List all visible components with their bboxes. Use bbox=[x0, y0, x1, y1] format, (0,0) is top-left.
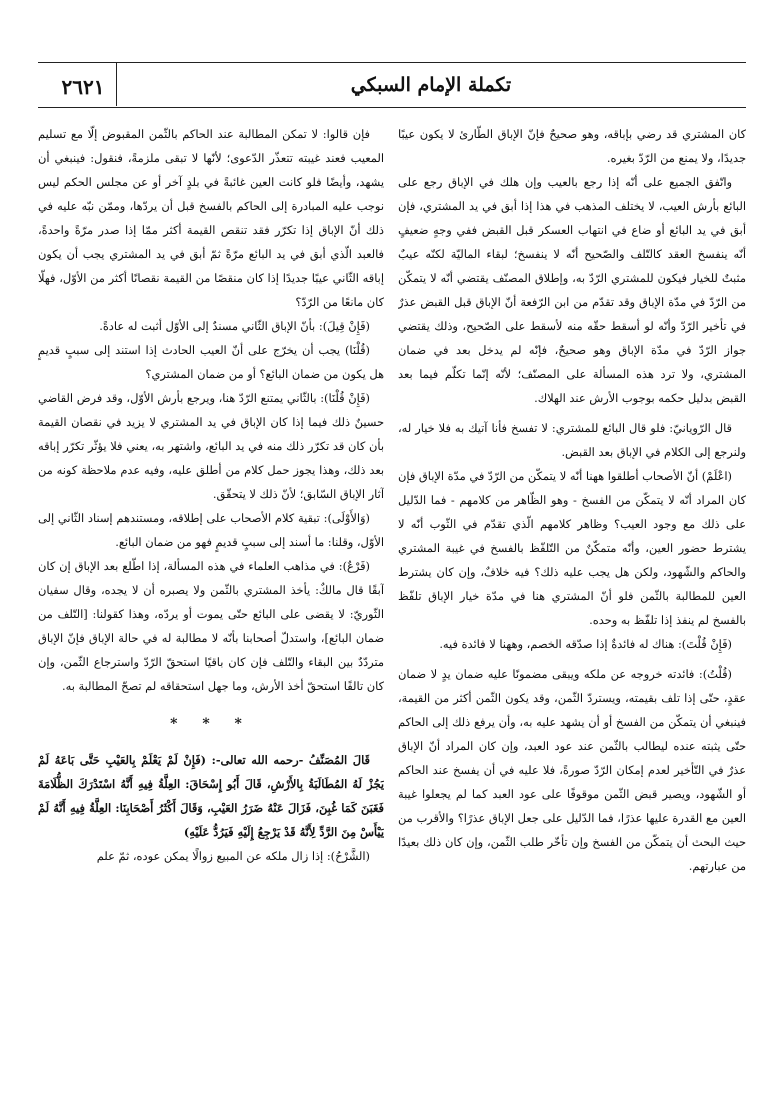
paragraph: (قُلْنَا) يجب أن يخرّج على أنّ العيب الحادث إذا استند إلى سببٍ قديمٍ هل يكون من ضمان البائع؟ أو من ضمان المشتري؟ bbox=[38, 343, 384, 381]
matn-quote: قَالَ المُصَنِّفُ -رحمه الله تعالى-: (فَإِنْ لَمْ يَعْلَمْ بِالعَيْبِ حَتَّى بَاعَهُ لَمْ يَجُزْ لَهُ المُطَالَبَةُ بِالأَرْشِ، قَالَ أَبُو إِسْحَاقَ: العِلَّةُ فِيهِ أَنَّهُ اسْتَدْرَكَ الظُّلَامَةَ فَغَبَنَ كَمَا غُبِنَ، فَزَالَ عَنْهُ ضَرَرُ العَيْبِ، وَقَالَ أَكْثَرُ أَصْحَابِنَا: العِلَّةُ فِيهِ أَنَّهُ لَمْ يَيْأَسْ مِنَ الرَّدِّ لِأَنَّهُ قَدْ يَرْجِعُ إِلَيْهِ فَيَرُدُّ عَلَيْهِ) bbox=[38, 753, 384, 839]
page-number: ٢٦٢١ bbox=[61, 75, 105, 99]
paragraph: (فَإِنْ قُلْنَا): بالثّاني يمتنع الرّدّ هنا، ويرجع بأرش الأوّل، وقد فرض القاضي حسينٌ ذلك فيما إذا كان الإباق في يد المشتري لا يزيد في نقصان القيمة بأن كان قد تكرّر ذلك منه في يد البائع، واشتهر به، يعني فلا يؤثّر تكرّر إباقه بعد ذلك، وهذا يجوز حمل كلام من أطلق عليه، وفيه عدم ملاحظة كونه من آثار الإباق السّابق؛ لأنّ ذلك لا يتحقّق. bbox=[38, 391, 384, 501]
commentary-paragraph: (الشَّرْحُ): إذا زال ملكه عن المبيع زوالًا يمكن عوده، ثمّ علم bbox=[96, 849, 370, 863]
paragraph: (فَرْعٌ): في مذاهب العلماء في هذه المسألة، إذا اطّلع بعد الإباق إن كان آبقًا قال مالكٌ: يأخذ المشتري بالثّمن ولا يصبره أن لا يجده، وقال سفيان الثّوريّ: لا يقضى على البائع حتّى يموت أو يردّه، وهذا كقولنا: [التّلف من ضمان البائع]، واستدلّ أصحابنا بأنّه لا مطالبة له في حالة الإباق فإنّ الإباق متردّدٌ بين البقاء والتّلف فإن كان باقيًا استحقّ الرّدّ واسترجاع الثّمن، وإن كان تالفًا استحقّ أخذ الأرش، وما جهل استحقاقه لم تصحّ المطالبة به. bbox=[38, 559, 384, 693]
paragraph: (فَإِنْ قُلْتَ): هناك له فائدةٌ إذا صدّقه الخصم، وههنا لا فائدة فيه. bbox=[439, 637, 732, 651]
right-column bbox=[398, 122, 746, 1082]
paragraph: (قُلْتُ): فائدته خروجه عن ملكه ويبقى مضمونًا عليه ضمان يدٍ لا ضمان عقدٍ، حتّى إذا تلف بقيمته، ويستردّ الثّمن، وقد يكون الثّمن أكثر من القيمة، فينبغي أن يتمكّن من الفسخ أو أن يشهد عليه به، وأن يرفع ذلك إلى الحاكم حتّى يثبته عنده ليطالب بالثّمن عند عود العبد، وإن كان المراد أنّ الإباق عذرٌ في التّأخير لعدم إمكان الرّدّ صورةً، فلا عليه في أن يفسخ عند الحاكم أو الشّهود، ويصير قبض الثّمن موقوفًا على عود العبد كما لم يجعلوا غيبة العين مع القدرة عليها عذرًا، فما الدّليل على جعل الإباق عذرًا؟ والأقرب من حيث البحث أن يتمكّن من الفسخ وإن تأخّر طلب الثّمن، وإن كان ذلك بعيدًا من عبارتهم. bbox=[398, 667, 746, 873]
paragraph: قال الرّويانيّ: فلو قال البائع للمشتري: لا تفسخ فأنا آتيك به فلا خيار له، ولنرجع إلى الكلام في الإباق بعد القبض. bbox=[398, 421, 746, 459]
running-title: تكملة الإمام السبكي bbox=[350, 74, 512, 96]
paragraph: فإن قالوا: لا تمكن المطالبة عند الحاكم بالثّمن المقبوض إلّا مع تسليم المعيب فعند غيبته تتعذّر الدّعوى؛ لأنّها لا تبقى ملزمةً، فنقول: فينبغي أن يشهد، وأيضًا فلو كانت العين غائبةً في بلدٍ آخر أو عن مجلس الحكم ليس نوجب عليه المبادرة إلى الحاكم بالفسخ قبل أن يردّها، وممّن نبّه عليه في ذلك أنّ الإباق إذا تكرّر فقد تنقص القيمة أكثر ممّا إذا صدر مرّةً واحدةً، فالعبد الّذي أبق في يد البائع مرّةً ثمّ أبق في يد المشتري يجب أن يكون إباقه الثّاني عيبًا جديدًا إذا كان منقصًا من القيمة نقصانًا أكثر من الأوّل، فهلّا كان مانعًا من الرّدّ؟ bbox=[38, 127, 384, 309]
section-separator: * * * bbox=[170, 716, 252, 732]
paragraph: كان المشتري قد رضي بإباقه، وهو صحيحٌ فإنّ الإباق الطّارئ لا يكون عيبًا جديدًا، ولا يمنع من الرّدّ بغيره. bbox=[398, 127, 746, 165]
paragraph: (وَالأَوْلَى): تبقية كلام الأصحاب على إطلاقه، ومستندهم إسناد الثّاني إلى الأوّل، وقلنا: ما أسند إلى سببٍ قديمٍ فهو من ضمان البائع. bbox=[38, 511, 384, 549]
paragraph: (اعْلَمْ) أنّ الأصحاب أطلقوا ههنا أنّه لا يتمكّن من الرّدّ في مدّة الإباق فإن كان المراد أنّه لا يتمكّن من الفسخ - وهو الظّاهر من كلامهم - فما الدّليل على ذلك مع وجود العيب؟ وظاهر كلامهم الّذي تقدّم في الثّوب أنّه لا يشترط حضور العين، وأنّه متمكّنٌ من التّلفّظ بالفسخ في غيبة المشتري والحاكم والشّهود، ولكن هل يجب عليه ذلك؟ فيه خلافٌ، وإن كان يشترط العين للمطالبة بالثّمن فلو أنّ المشتري هنا في مدّة خيار الإباق تلفّظ بالفسخ لم ينفذ إذا تلفّظ به وحده. bbox=[398, 469, 746, 627]
left-column bbox=[38, 122, 384, 1082]
paragraph: (فَإِنْ قِيلَ): بأنّ الإباق الثّاني مسندٌ إلى الأوّل أثبت له عادةً. bbox=[99, 319, 370, 333]
paragraph: واتّفق الجميع على أنّه إذا رجع بالعيب وإن هلك في الإباق رجع على البائع بأرش العيب، لا يختلف المذهب في هذا إذا أبق في يد المشتري، فإن أبق في يد البائع أو ضاع في انتهاب العسكر قبل القبض ففي وجهٍ ضعيفٍ أنّه ينفسخ العقد كالتّلف والصّحيح أنّه لا ينفسخ؛ لبقاء الماليّة لكنّه عيبٌ مثبتٌ للخيار فيكون للمشتري الرّدّ به، وإطلاق المصنّف يقتضي أنّه لا يتمكّن من الرّدّ في مدّة الإباق وقد تقدّم من ابن الرّفعة أنّ الإباق قبل القبض عذرٌ في تأخير الرّدّ وأنّه لو أسقط حقّه منه لأسقط على الصّحيح، وذلك يقتضي جواز الرّدّ في مدّة الإباق وهو صحيحٌ، فإنّه لم يدخل بعد في ضمان المشتري، ولا ترد هذه المسألة على المصنّف؛ لأنّه إنّما تكلّم فيما بعد القبض بدليل حكمه بوجوب الأرش عند الهلاك. bbox=[398, 175, 746, 405]
